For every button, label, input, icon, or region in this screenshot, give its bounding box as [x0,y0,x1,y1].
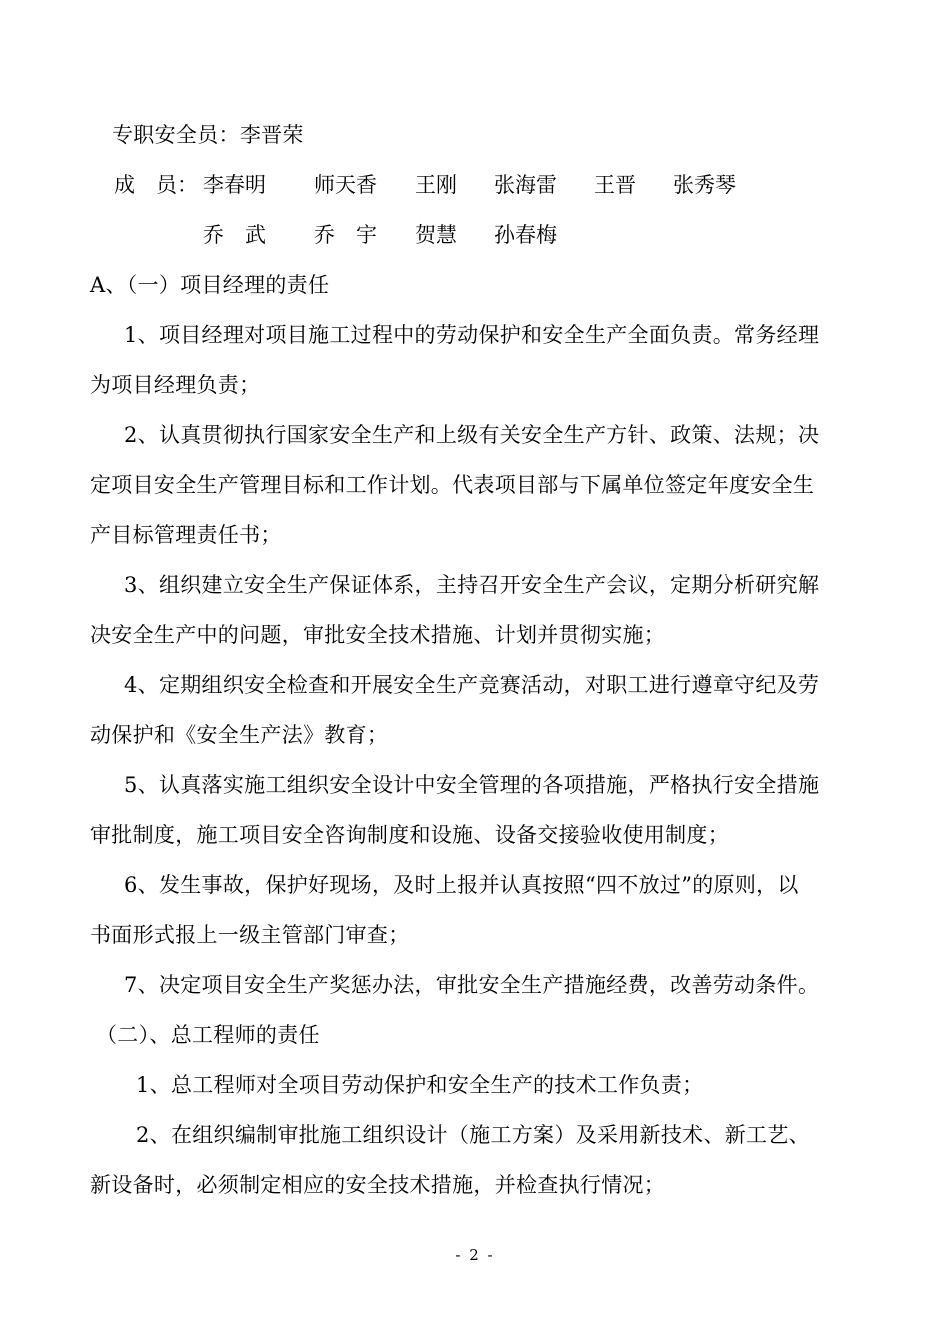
paragraph-line: 书面形式报上一级主管部门审查； [90,923,410,947]
section-b-heading: （二）、总工程师的责任 [96,1023,320,1047]
paragraph-line: 5、认真落实施工组织安全设计中安全管理的各项措施，严格执行安全措施 [124,773,820,797]
paragraph-line: 定项目安全生产管理目标和工作计划。代表项目部与下属单位签定年度安全生 [90,473,815,497]
member-name: 乔 宇 [314,223,377,247]
member-name: 乔 武 [203,223,266,247]
member-name: 师天香 [314,173,377,197]
member-name: 李春明 [203,173,266,197]
safety-officer-line [112,121,304,149]
paragraph-line: 7、决定项目安全生产奖惩办法，审批安全生产措施经费，改善劳动条件。 [124,973,820,997]
members-label: 成 员： [114,173,198,197]
section-a-heading: A、（一）项目经理的责任 [90,273,330,297]
paragraph-line: 1、总工程师对全项目劳动保护和安全生产的技术工作负责； [136,1073,704,1097]
member-name: 王晋 [594,173,636,197]
safety-officer-name: 李晋荣 [239,123,304,147]
paragraph-line: 4、定期组织安全检查和开展安全生产竞赛活动，对职工进行遵章守纪及劳 [124,673,820,697]
paragraph-line: 审批制度，施工项目安全咨询制度和设施、设备交接验收使用制度； [90,823,729,847]
member-name: 贺慧 [415,223,457,247]
paragraph-line: 新设备时，必须制定相应的安全技术措施，并检查执行情况； [90,1173,666,1197]
safety-officer-label: 专职安全员： [112,123,240,147]
paragraph-line: 2、在组织编制审批施工组织设计（施工方案）及采用新技术、新工艺、 [136,1123,810,1147]
member-name: 张海雷 [494,173,557,197]
paragraph-line: 6、发生事故，保护好现场，及时上报并认真按照“四不放过”的原则，以 [124,873,799,897]
paragraph-line: 1、项目经理对项目施工过程中的劳动保护和安全生产全面负责。常务经理 [124,323,820,347]
member-name: 张秀琴 [673,173,736,197]
member-name: 孙春梅 [494,223,557,247]
paragraph-line: 3、组织建立安全生产保证体系，主持召开安全生产会议，定期分析研究解 [124,573,820,597]
paragraph-line: 动保护和《安全生产法》教育； [90,723,389,747]
page-number: - 2 - [455,1246,495,1264]
member-name: 王刚 [415,173,457,197]
paragraph-line: 2、认真贯彻执行国家安全生产和上级有关安全生产方针、政策、法规；决 [124,423,820,447]
paragraph-line: 产目标管理责任书； [90,523,282,547]
paragraph-line: 为项目经理负责； [90,373,261,397]
paragraph-line: 决安全生产中的问题，审批安全技术措施、计划并贯彻实施； [90,623,666,647]
